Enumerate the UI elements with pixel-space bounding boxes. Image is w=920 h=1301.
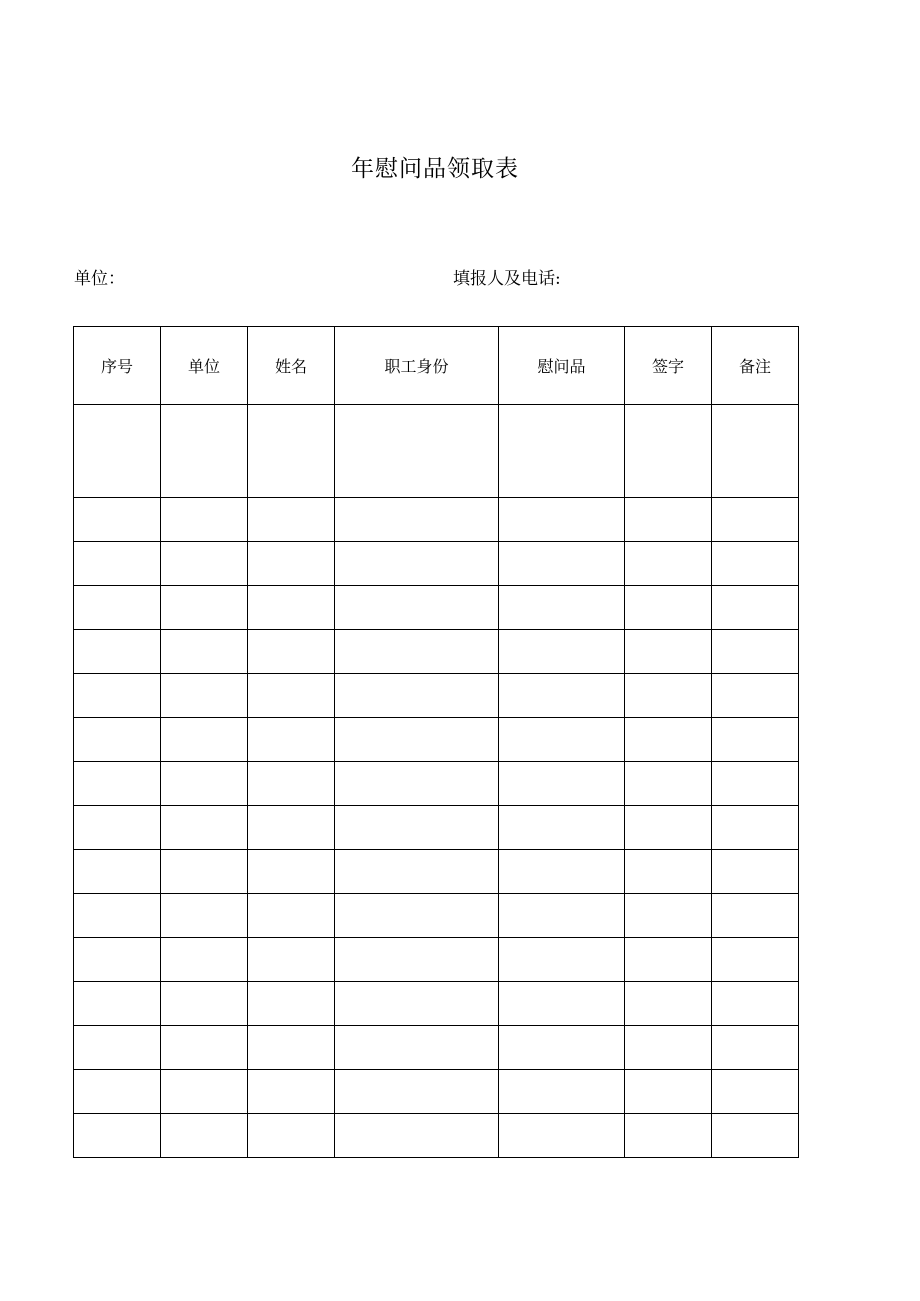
table-cell[interactable]: [499, 586, 625, 630]
table-cell[interactable]: [74, 1026, 161, 1070]
header-name: 姓名: [248, 327, 335, 405]
distribution-table: [73, 326, 799, 1158]
table-cell[interactable]: [161, 806, 248, 850]
table-cell[interactable]: [74, 982, 161, 1026]
table-row: [74, 1114, 799, 1158]
table-cell[interactable]: [248, 542, 335, 586]
table-cell[interactable]: [248, 1026, 335, 1070]
table-cell[interactable]: [712, 1026, 799, 1070]
table-cell[interactable]: [712, 894, 799, 938]
table-cell[interactable]: [161, 894, 248, 938]
table-cell[interactable]: [712, 850, 799, 894]
table-cell[interactable]: [335, 586, 499, 630]
table-cell[interactable]: [712, 1114, 799, 1158]
table-row: [74, 938, 799, 982]
table-cell[interactable]: [74, 542, 161, 586]
table-cell[interactable]: [499, 806, 625, 850]
table-cell[interactable]: [712, 938, 799, 982]
table-cell[interactable]: [335, 674, 499, 718]
table-cell[interactable]: [499, 674, 625, 718]
table-cell[interactable]: [712, 762, 799, 806]
table-cell[interactable]: [248, 1114, 335, 1158]
header-row: [74, 327, 799, 405]
table-row: [74, 586, 799, 630]
table-cell[interactable]: [625, 938, 712, 982]
table-row: [74, 1070, 799, 1114]
table-cell[interactable]: [161, 405, 248, 498]
table-cell[interactable]: [625, 762, 712, 806]
table-cell[interactable]: [248, 586, 335, 630]
table-cell[interactable]: [712, 1070, 799, 1114]
table-cell[interactable]: [712, 405, 799, 498]
table-cell[interactable]: [248, 630, 335, 674]
table-cell[interactable]: [499, 542, 625, 586]
table-row: [74, 762, 799, 806]
header-signature: 签字: [625, 327, 712, 405]
table-cell[interactable]: [161, 630, 248, 674]
table-cell[interactable]: [335, 718, 499, 762]
table-cell[interactable]: [335, 405, 499, 498]
table-cell[interactable]: [625, 1114, 712, 1158]
table-cell[interactable]: [248, 850, 335, 894]
table-cell[interactable]: [712, 630, 799, 674]
header-unit: 单位: [161, 327, 248, 405]
table-cell[interactable]: [74, 498, 161, 542]
table-cell[interactable]: [248, 938, 335, 982]
table-cell[interactable]: [74, 1070, 161, 1114]
page-title: 年慰问品领取表: [351, 156, 519, 182]
table-row: [74, 894, 799, 938]
table-cell[interactable]: [74, 674, 161, 718]
table-cell[interactable]: [712, 542, 799, 586]
table-cell[interactable]: [335, 762, 499, 806]
table-cell[interactable]: [335, 630, 499, 674]
table-cell[interactable]: [625, 982, 712, 1026]
table-cell[interactable]: [161, 718, 248, 762]
table-cell[interactable]: [161, 762, 248, 806]
table-cell[interactable]: [625, 850, 712, 894]
table-row: [74, 850, 799, 894]
header-remark: 备注: [712, 327, 799, 405]
table-cell[interactable]: [248, 1070, 335, 1114]
table-cell[interactable]: [499, 1114, 625, 1158]
table-cell[interactable]: [712, 982, 799, 1026]
table-cell[interactable]: [499, 405, 625, 498]
table-cell[interactable]: [248, 762, 335, 806]
table-cell[interactable]: [625, 718, 712, 762]
table-cell[interactable]: [74, 938, 161, 982]
table-cell[interactable]: [248, 405, 335, 498]
header-identity: 职工身份: [335, 327, 499, 405]
table-cell[interactable]: [499, 718, 625, 762]
table-cell[interactable]: [248, 894, 335, 938]
filler-phone-label: 填报人及电话:: [453, 269, 561, 289]
table-cell[interactable]: [625, 405, 712, 498]
table-cell[interactable]: [161, 1114, 248, 1158]
table-cell[interactable]: [74, 1114, 161, 1158]
table-cell[interactable]: [335, 894, 499, 938]
table-cell[interactable]: [74, 806, 161, 850]
table-cell[interactable]: [499, 982, 625, 1026]
table-cell[interactable]: [74, 850, 161, 894]
table-cell[interactable]: [499, 938, 625, 982]
table-row: [74, 630, 799, 674]
table-cell[interactable]: [499, 498, 625, 542]
table-cell[interactable]: [248, 498, 335, 542]
table-cell[interactable]: [625, 586, 712, 630]
table-cell[interactable]: [74, 762, 161, 806]
table-cell[interactable]: [161, 498, 248, 542]
table-cell[interactable]: [625, 630, 712, 674]
table-row: [74, 982, 799, 1026]
table-cell[interactable]: [161, 586, 248, 630]
table-cell[interactable]: [712, 674, 799, 718]
table-cell[interactable]: [161, 1070, 248, 1114]
table-row: [74, 806, 799, 850]
table-cell[interactable]: [335, 806, 499, 850]
table-cell[interactable]: [161, 1026, 248, 1070]
table-cell[interactable]: [335, 1026, 499, 1070]
table-cell[interactable]: [335, 938, 499, 982]
table-body: [74, 405, 799, 1158]
table-cell[interactable]: [74, 630, 161, 674]
header-index: 序号: [74, 327, 161, 405]
table-cell[interactable]: [74, 586, 161, 630]
table-cell[interactable]: [74, 405, 161, 498]
header-gift: 慰问品: [499, 327, 625, 405]
table-cell[interactable]: [499, 630, 625, 674]
table-cell[interactable]: [248, 718, 335, 762]
table-cell[interactable]: [161, 938, 248, 982]
table-cell[interactable]: [335, 850, 499, 894]
table-cell[interactable]: [335, 982, 499, 1026]
table-cell[interactable]: [161, 542, 248, 586]
table-cell[interactable]: [248, 674, 335, 718]
table-cell[interactable]: [248, 806, 335, 850]
table-cell[interactable]: [712, 718, 799, 762]
table-cell[interactable]: [335, 542, 499, 586]
table-cell[interactable]: [625, 498, 712, 542]
table-cell[interactable]: [499, 1026, 625, 1070]
table-cell[interactable]: [499, 762, 625, 806]
table-row: [74, 498, 799, 542]
table-cell[interactable]: [74, 718, 161, 762]
table-cell[interactable]: [625, 542, 712, 586]
unit-label: 单位：: [74, 269, 125, 289]
table-cell[interactable]: [335, 498, 499, 542]
table-row: [74, 718, 799, 762]
table-cell[interactable]: [712, 806, 799, 850]
table-cell[interactable]: [499, 894, 625, 938]
table-row: [74, 405, 799, 498]
table-cell[interactable]: [335, 1114, 499, 1158]
table-cell[interactable]: [335, 1070, 499, 1114]
table-cell[interactable]: [625, 674, 712, 718]
table-cell[interactable]: [161, 982, 248, 1026]
table-cell[interactable]: [625, 1026, 712, 1070]
table-cell[interactable]: [161, 850, 248, 894]
table-row: [74, 542, 799, 586]
table-cell[interactable]: [161, 674, 248, 718]
table-cell[interactable]: [625, 1070, 712, 1114]
table-cell[interactable]: [499, 1070, 625, 1114]
table-cell[interactable]: [712, 586, 799, 630]
table-cell[interactable]: [74, 894, 161, 938]
table-cell[interactable]: [499, 850, 625, 894]
table-cell[interactable]: [248, 982, 335, 1026]
table-cell[interactable]: [625, 806, 712, 850]
table-row: [74, 1026, 799, 1070]
table-row: [74, 674, 799, 718]
table-cell[interactable]: [712, 498, 799, 542]
table-cell[interactable]: [625, 894, 712, 938]
